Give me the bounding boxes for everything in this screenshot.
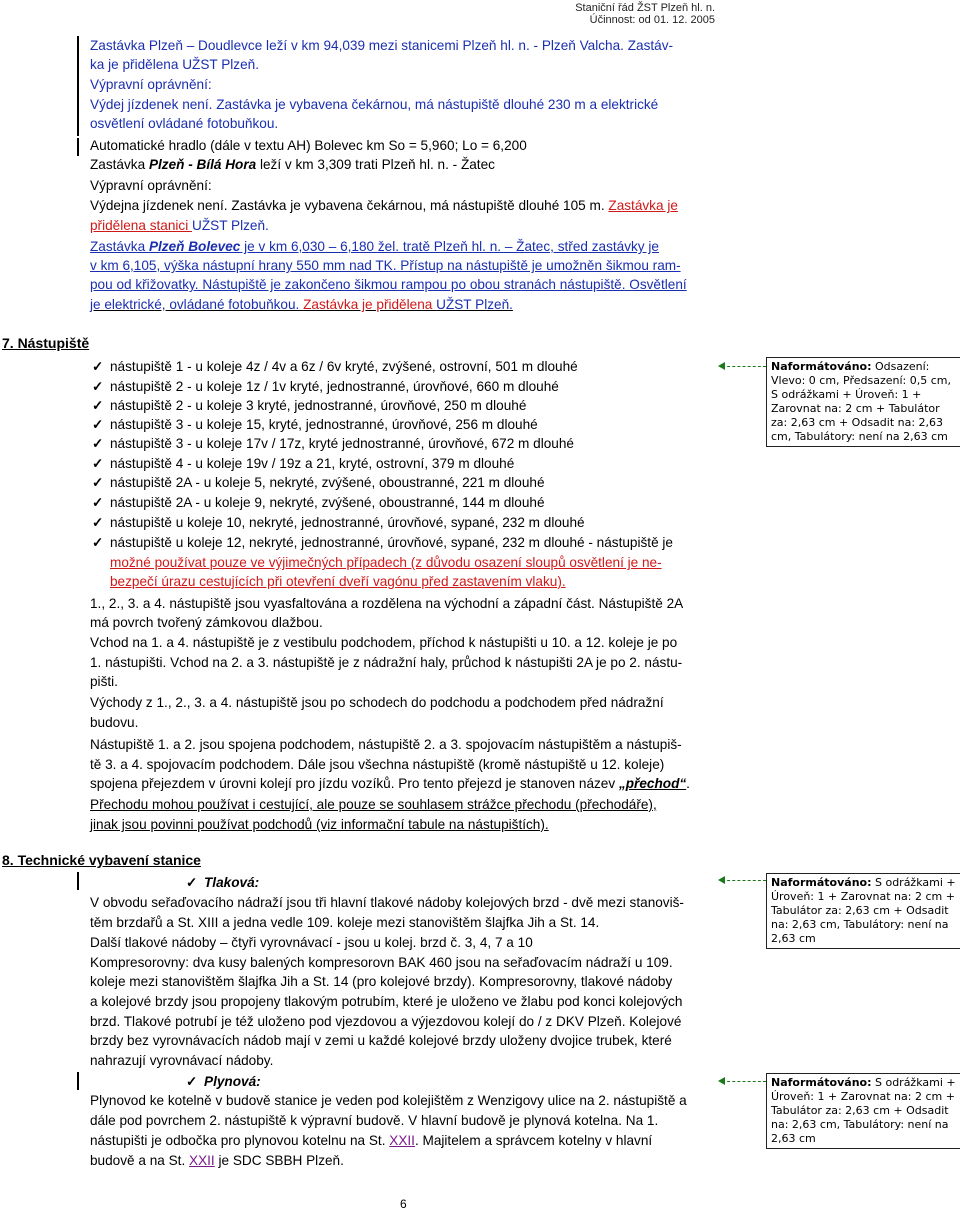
paragraph-line: brzd. Tlakové potrubí je též uloženo pod vjezdovou a výjezdovou kolejí do / z DKV Plzeň. Kolejové (90, 1014, 682, 1029)
intro-line: Výdejna jízdenek není. Zastávka je vybavena čekárnou, má nástupiště dlouhé 105 m. Zastávka je (90, 198, 678, 213)
paragraph-line: dále pod povrchem 2. nástupiště k výpravní budově. V hlavní budově je plynová kotelna. Na 1. (90, 1113, 659, 1128)
intro-line: v km 6,105, výška nástupní hrany 550 mm nad TK. Přístup na nástupiště je umožněn šikmou ram- (90, 258, 681, 273)
check-icon: ✓ (92, 379, 104, 394)
subsection-heading: ✓ Plynová: (186, 1074, 261, 1089)
check-icon: ✓ (92, 475, 104, 490)
change-bar (77, 1072, 79, 1090)
paragraph-line: V obvodu seřaďovacího nádraží jsou tři hlavní tlakové nádoby kolejových brzd - dvě mezi stanoviš- (90, 895, 684, 910)
paragraph-line: spojena přejezdem v úrovni kolejí pro jízdu vozíků. Pro tento přejezd je stanoven název „přechod“. (90, 776, 690, 791)
page-header (575, 2, 715, 26)
platform-item: ✓ nástupiště 2A - u koleje 5, nekryté, zvýšené, oboustranné, 221 m dlouhé (92, 475, 545, 490)
check-icon: ✓ (92, 495, 104, 510)
change-bar (77, 36, 79, 136)
paragraph-line: Východy z 1., 2., 3. a 4. nástupiště jsou po schodech do podchodu a podchodem před nádražní (90, 695, 664, 710)
paragraph-line: má povrch tvořený zámkovou dlažbou. (90, 615, 323, 630)
platform-item: ✓ nástupiště 4 - u koleje 19v / 19z a 21, kryté, ostrovní, 379 m dlouhé (92, 456, 515, 471)
check-icon: ✓ (186, 875, 198, 890)
platform-item: ✓ nástupiště u koleje 10, nekryté, jednostranné, úrovňové, sypané, 232 m dlouhé (92, 515, 585, 530)
effective-date: Účinnost: od 01. 12. 2005 (589, 14, 715, 26)
page-number: 6 (400, 1197, 407, 1211)
check-icon: ✓ (92, 417, 104, 432)
section-8-heading: 8. Technické vybavení stanice (2, 852, 201, 868)
document-title: Staniční řád ŽST Plzeň hl. n. (575, 2, 715, 14)
intro-line: Výpravní oprávnění: (90, 178, 212, 193)
paragraph-line: 1. nástupišti. Vchod na 2. a 3. nástupiště je z nádražní haly, průchod k nástupišti 2A je po 2. nástu- (90, 655, 683, 670)
intro-line: pou od křižovatky. Nástupiště je zakončeno šikmou rampou po obou stranách nástupiště. Osvětlení (90, 277, 687, 292)
intro-line: osvětlení ovládané fotobuňkou. (90, 116, 279, 131)
check-icon: ✓ (92, 456, 104, 471)
platform-note: možné používat pouze ve výjimečných případech (z důvodu osazení sloupů osvětlení je ne- (110, 555, 662, 570)
comment-connector (722, 1081, 766, 1082)
check-icon: ✓ (92, 398, 104, 413)
platform-item: ✓ nástupiště 2A - u koleje 9, nekryté, zvýšené, oboustranné, 144 m dlouhé (92, 495, 545, 510)
comment-connector (722, 880, 766, 881)
platform-item: ✓ nástupiště 1 - u koleje 4z / 4v a 6z / 6v kryté, zvýšené, ostrovní, 501 m dlouhé (92, 359, 578, 374)
intro-line: Výdej jízdenek není. Zastávka je vybavena čekárnou, má nástupiště dlouhé 230 m a elektrické (90, 97, 659, 112)
paragraph-line: jinak jsou povinni používat podchodů (viz informační tabule na nástupištích). (90, 817, 549, 832)
format-comment[interactable]: Naformátováno: Odsazení: Vlevo: 0 cm, Předsazení: 0,5 cm, S odrážkami + Úroveň: 1 + Zarovnat na: 2 cm + Tabulátor za: 2,63 cm + Odsadit na: 2,63 cm, Tabulátory: není na 2,63 cm (766, 357, 960, 447)
intro-line: Zastávka Plzeň – Doudlevce leží v km 94,039 mezi stanicemi Plzeň hl. n. - Plzeň Valcha. Zastáv- (90, 38, 674, 53)
check-icon: ✓ (92, 515, 104, 530)
paragraph-line: a kolejové brzdy jsou propojeny tlakovým potrubím, které je uloženo ve žlabu pod konci kolejových (90, 994, 683, 1009)
comment-connector (722, 366, 766, 367)
comment-arrow-icon (718, 876, 725, 884)
change-bar (77, 138, 79, 156)
section-7-heading: 7. Nástupiště (2, 335, 90, 351)
paragraph-line: brzdy bez vyrovnávacích nádob mají v zemi u každé kolejové brzdy uloženy dvojice trubek, které (90, 1033, 672, 1048)
check-icon: ✓ (186, 1074, 198, 1089)
paragraph-line: nahrazují vyrovnávací nádoby. (90, 1053, 274, 1068)
comment-arrow-icon (718, 362, 725, 370)
paragraph-line: nástupišti je odbočka pro plynovou kotelnu na St. XXII. Majitelem a správcem kotelny v hlavní (90, 1133, 653, 1148)
paragraph-line: Nástupiště 1. a 2. jsou spojena podchodem, nástupiště 2. a 3. spojovacím nástupištěm a nástupiš- (90, 737, 682, 752)
platform-item: ✓ nástupiště 3 - u koleje 17v / 17z, kryté jednostranné, úrovňové, 672 m dlouhé (92, 436, 574, 451)
check-icon: ✓ (92, 359, 104, 374)
change-bar (77, 872, 79, 890)
subsection-heading: ✓ Tlaková: (186, 875, 260, 890)
intro-line: Automatické hradlo (dále v textu AH) Bolevec km So = 5,960; Lo = 6,200 (90, 138, 527, 153)
intro-line: je elektrické, ovládané fotobuňkou. Zastávka je přidělena UŽST Plzeň. (90, 297, 513, 312)
intro-line: ka je přidělena UŽST Plzeň. (90, 57, 259, 72)
paragraph-line: tě 3. a 4. spojovacím podchodem. Dále jsou všechna nástupiště (kromě nástupiště u 12. koleje) (90, 757, 665, 772)
platform-item: ✓ nástupiště 2 - u koleje 3 kryté, jednostranné, úrovňové, 250 m dlouhé (92, 398, 527, 413)
paragraph-line: Další tlakové nádoby – čtyři vyrovnávací - jsou u kolej. brzd č. 3, 4, 7 a 10 (90, 935, 533, 950)
link-xxii[interactable]: XXII (389, 1133, 415, 1148)
intro-line: přidělena stanici UŽST Plzeň. (90, 218, 269, 233)
platform-item: ✓ nástupiště 2 - u koleje 1z / 1v kryté, jednostranné, úrovňové, 660 m dlouhé (92, 379, 559, 394)
comment-arrow-icon (718, 1077, 725, 1085)
link-xxii[interactable]: XXII (189, 1153, 215, 1168)
paragraph-line: 1., 2., 3. a 4. nástupiště jsou vyasfaltována a rozdělena na východní a západní část. Nástupiště 2A (90, 596, 684, 611)
intro-line: Výpravní oprávnění: (90, 77, 212, 92)
intro-line: Zastávka Plzeň - Bílá Hora leží v km 3,309 trati Plzeň hl. n. - Žatec (90, 157, 495, 172)
check-icon: ✓ (92, 535, 104, 550)
paragraph-line: Vchod na 1. a 4. nástupiště je z vestibulu podchodem, příchod k nástupišti u 10. a 12. koleje je po (90, 635, 678, 650)
paragraph-line: Přechodu mohou používat i cestující, ale pouze se souhlasem strážce přechodu (přechodáře), (90, 797, 657, 812)
paragraph-line: budově a na St. XXII je SDC SBBH Plzeň. (90, 1153, 344, 1168)
intro-line: Zastávka Plzeň Bolevec je v km 6,030 – 6,180 žel. tratě Plzeň hl. n. – Žatec, střed zastávky je (90, 239, 659, 254)
paragraph-line: těm brzdařů a St. XIII a jedna vedle 109. koleje mezi stanovištěm šlajfka Jih a St. 14. (90, 915, 600, 930)
paragraph-line: Kompresorovny: dva kusy balených kompresorovn BAK 460 jsou na seřaďovacím nádraží u 109. (90, 955, 673, 970)
platform-item: ✓ nástupiště 3 - u koleje 15, kryté, jednostranné, úrovňové, 256 m dlouhé (92, 417, 538, 432)
format-comment[interactable]: Naformátováno: S odrážkami + Úroveň: 1 + Zarovnat na: 2 cm + Tabulátor za: 2,63 cm + Odsadit na: 2,63 cm, Tabulátory: není na 2,63 cm (766, 873, 960, 949)
paragraph-line: Plynovod ke kotelně v budově stanice je veden pod kolejištěm z Wenzigovy ulice na 2. nástupiště a (90, 1093, 687, 1108)
paragraph-line: budovu. (90, 715, 139, 730)
paragraph-line: koleje mezi stanovištěm šlajfka Jih a St. 14 (pro kolejové brzdy). Kompresorovny, tlakové nádoby (90, 974, 673, 989)
format-comment[interactable]: Naformátováno: S odrážkami + Úroveň: 1 + Zarovnat na: 2 cm + Tabulátor za: 2,63 cm + Odsadit na: 2,63 cm, Tabulátory: není na 2,63 cm (766, 1073, 960, 1149)
platform-note: bezpečí úrazu cestujících při otevření dveří vagónu před zastavením vlaku). (110, 574, 566, 589)
check-icon: ✓ (92, 436, 104, 451)
platform-item: ✓ nástupiště u koleje 12, nekryté, jednostranné, úrovňové, sypané, 232 m dlouhé - nástupiště je (92, 535, 673, 550)
paragraph-line: pišti. (90, 674, 118, 689)
